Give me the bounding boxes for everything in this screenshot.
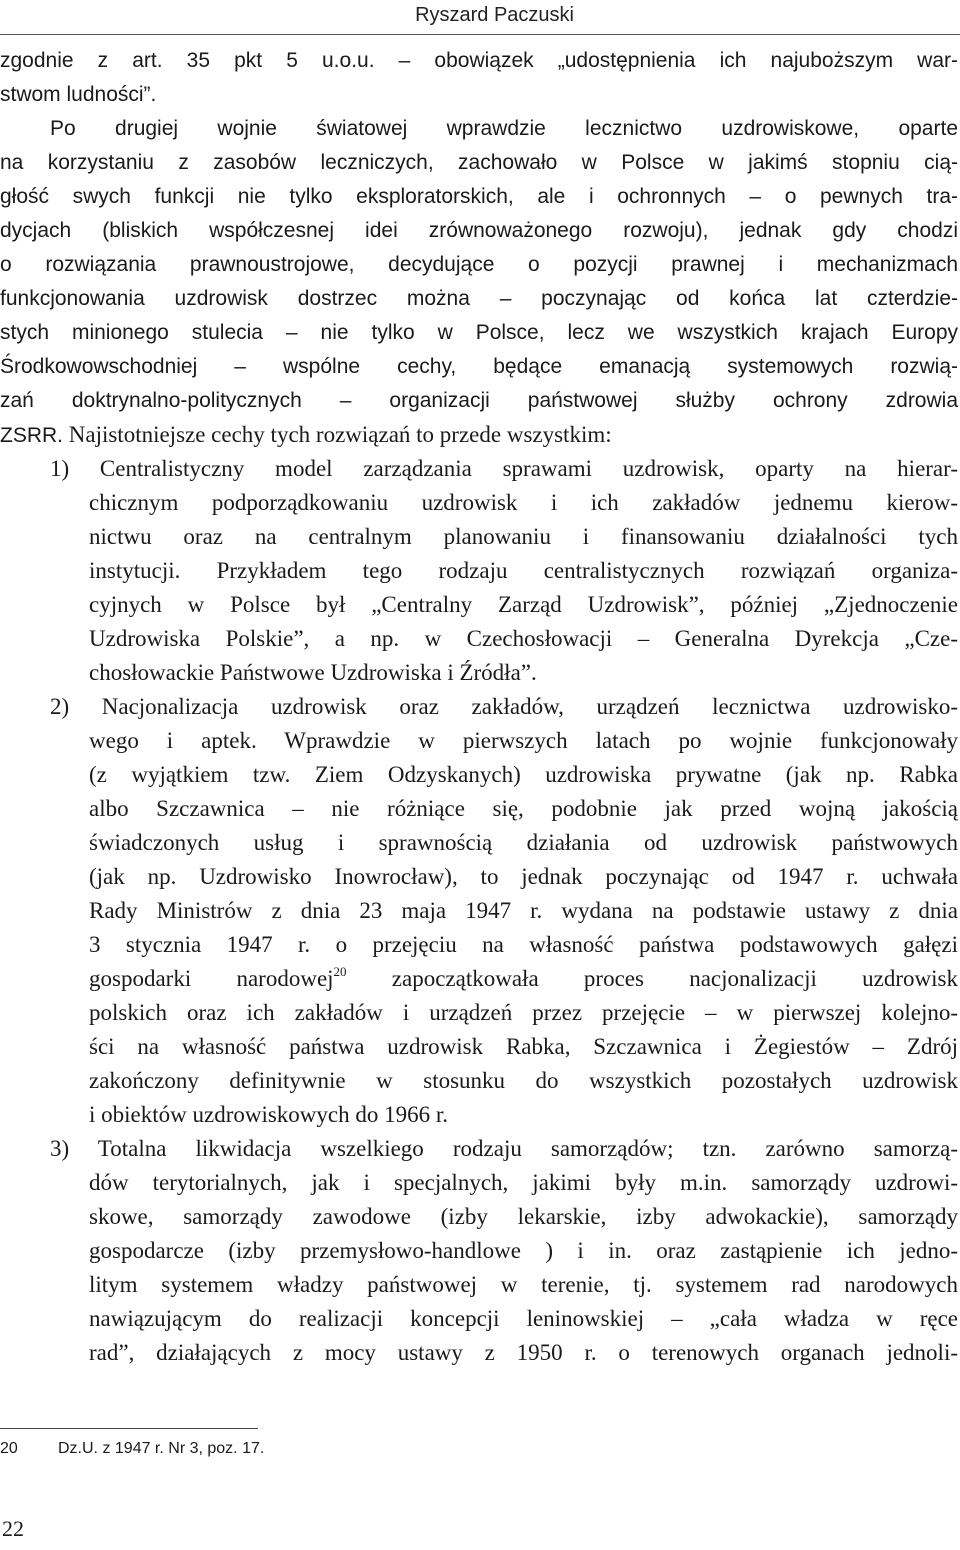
text-line: i obiektów uzdrowiskowych do 1966 r. (89, 1102, 449, 1127)
text-line: zań doktrynalno-politycznych – organizacji państwowej służby ochrony zdrowia (0, 389, 958, 412)
text-line: chicznym podporządkowaniu uzdrowisk i ich zakładów jednemu kierow- (89, 490, 958, 515)
text-line: zgodnie z art. 35 pkt 5 u.o.u. – obowiązek „udostępnienia ich najuboższym war- (0, 49, 958, 72)
text-line: 3 stycznia 1947 r. o przejęciu na własność państwa podstawowych gałęzi (89, 932, 958, 957)
text-line: funkcjonowania uzdrowisk dostrzec można – poczynając od końca lat czterdzie- (0, 287, 958, 310)
text-line: polskich oraz ich zakładów i urządzeń przez przejęcie – w pierwszej kolejno- (89, 1000, 958, 1025)
footnote-rule (0, 1428, 258, 1429)
text-line: głość swych funkcji nie tylko eksploratorskich, ale i ochronnych – o pewnych tra- (0, 185, 958, 208)
text-fragment: zapoczątkowała proces nacjonalizacji uzdrowisk (346, 966, 958, 991)
text-line: świadczonych usług i sprawnością działania od uzdrowisk państwowych (89, 830, 958, 855)
header-rule (0, 34, 960, 35)
text-line: rad”, działających z mocy ustawy z 1950 r. o terenowych organach jednoli- (89, 1340, 958, 1365)
text-line: nawiązującym do realizacji koncepcji leninowskiej – „cała władza w ręce (89, 1306, 958, 1331)
text-line: ści na własność państwa uzdrowisk Rabka, Szczawnica i Żegiestów – Zdrój (89, 1034, 958, 1059)
text-line: skowe, samorządy zawodowe (izby lekarskie, izby adwokackie), samorządy (89, 1204, 958, 1229)
text-line: dów terytorialnych, jak i specjalnych, jakimi były m.in. samorządy uzdrowi- (89, 1170, 958, 1195)
text-fragment: Najistotniejsze cechy tych rozwiązań to przede wszystkim: (68, 422, 612, 447)
text-line: (jak np. Uzdrowisko Inowrocław), to jednak poczynając od 1947 r. uchwała (89, 864, 958, 889)
text-line (0, 418, 958, 452)
text-line: Uzdrowiska Polskie”, a np. w Czechosłowacji – Generalna Dyrekcja „Cze- (89, 626, 958, 651)
text-line: wego i aptek. Wprawdzie w pierwszych latach po wojnie funkcjonowały (89, 728, 958, 753)
text-line: Po drugiej wojnie światowej wprawdzie lecznictwo uzdrowiskowe, oparte (50, 117, 958, 140)
text-fragment: gospodarki narodowej (89, 966, 334, 991)
list-item-3-line: 3) Totalna likwidacja wszelkiego rodzaju samorządów; tzn. zarówno samorzą- (50, 1136, 958, 1161)
text-line: (z wyjątkiem tzw. Ziem Odzyskanych) uzdrowiska prywatne (jak np. Rabka (89, 762, 958, 787)
text-line: gospodarcze (izby przemysłowo-handlowe ) i in. oraz zastąpienie ich jedno- (89, 1238, 958, 1263)
footnote-text: Dz.U. z 1947 r. Nr 3, poz. 17. (58, 1440, 265, 1457)
running-header-author: Ryszard Paczuski (415, 4, 574, 26)
page-number: 22 (2, 1516, 24, 1541)
text-line (0, 962, 958, 996)
text-line: albo Szczawnica – nie różniące się, podobnie jak przed wojną jakością (89, 796, 958, 821)
footnote-reference: 20 (333, 964, 347, 979)
text-line: nictwu oraz na centralnym planowaniu i finansowaniu działalności tych (89, 524, 958, 549)
text-line: Środkowowschodniej – wspólne cechy, będące emanacją systemowych rozwią- (0, 355, 958, 378)
text-line: instytucji. Przykładem tego rodzaju centralistycznych rozwiązań organiza- (89, 558, 958, 583)
text-line: stwom ludności”. (0, 83, 157, 106)
text-line: stych minionego stulecia – nie tylko w Polsce, lecz we wszystkich krajach Europy (0, 321, 958, 344)
footnote (0, 1438, 264, 1460)
text-line: Rady Ministrów z dnia 23 maja 1947 r. wydana na podstawie ustawy z dnia (89, 898, 958, 923)
text-line: litym systemem władzy państwowej w terenie, tj. systemem rad narodowych (89, 1272, 958, 1297)
list-item-2-line: 2) Nacjonalizacja uzdrowisk oraz zakładów, urządzeń lecznictwa uzdrowisko- (50, 694, 958, 719)
text-fragment: ZSRR. (0, 424, 63, 447)
list-item-1-line: 1) Centralistyczny model zarządzania sprawami uzdrowisk, oparty na hierar- (50, 456, 958, 481)
text-line: na korzystaniu z zasobów leczniczych, zachowało w Polsce w jakimś stopniu cią- (0, 151, 958, 174)
text-line: dycjach (bliskich współczesnej idei zrównoważonego rozwoju), jednak gdy chodzi (0, 219, 958, 242)
body-text (0, 44, 958, 1370)
text-line: cyjnych w Polsce był „Centralny Zarząd Uzdrowisk”, później „Zjednoczenie (89, 592, 958, 617)
footnote-number: 20 (0, 1440, 18, 1457)
text-line: chosłowackie Państwowe Uzdrowiska i Źródła”. (89, 660, 537, 685)
text-line: o rozwiązania prawnoustrojowe, decydujące o pozycji prawnej i mechanizmach (0, 253, 958, 276)
text-line: zakończony definitywnie w stosunku do wszystkich pozostałych uzdrowisk (89, 1068, 958, 1093)
